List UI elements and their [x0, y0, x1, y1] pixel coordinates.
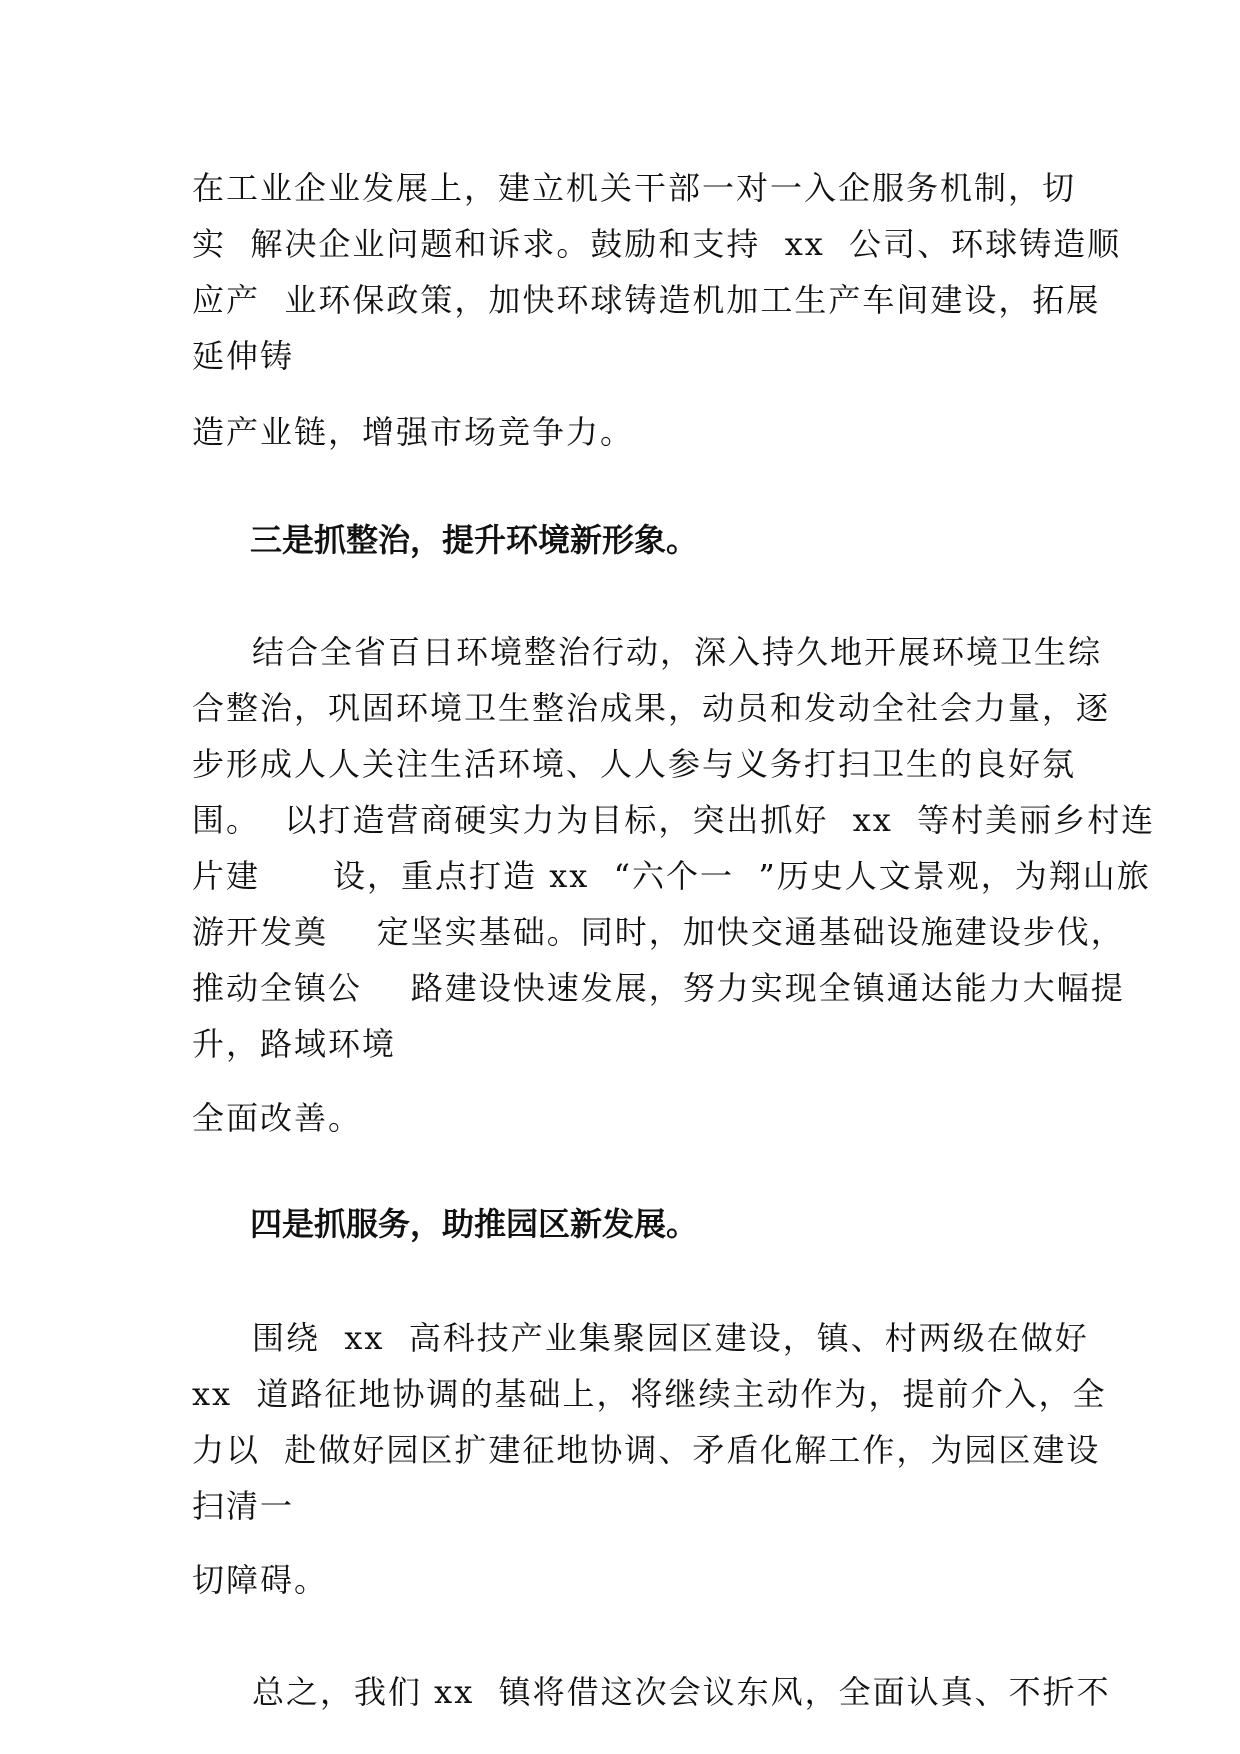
- paragraph-line: 总之，我们 xx 镇将借这次会议东风，全面认真、不折不: [252, 1673, 1111, 1711]
- paragraph-line: 延伸铸: [192, 337, 295, 375]
- section-heading: 三是抓整治，提升环境新形象。: [250, 521, 699, 559]
- paragraph-line: 游开发奠 定坚实基础。同时，加快交通基础设施建设步伐，: [192, 913, 1125, 951]
- paragraph-line: 结合全省百日环境整治行动，深入持久地开展环境卫生综: [252, 633, 1103, 671]
- section-heading: 四是抓服务，助推园区新发展。: [250, 1205, 699, 1243]
- paragraph-line: 推动全镇公 路建设快速发展，努力实现全镇通达能力大幅提: [192, 969, 1125, 1007]
- paragraph-line: 围。 以打造营商硬实力为目标，突出抓好 xx 等村美丽乡村连: [192, 801, 1156, 839]
- paragraph-line: 片建 设，重点打造 xx “六个一 ”历史人文景观，为翔山旅: [192, 857, 1151, 895]
- paragraph-line: 造产业链，增强市场竞争力。: [192, 413, 635, 451]
- paragraph-line: 应产 业环保政策，加快环球铸造机加工生产车间建设，拓展: [192, 281, 1101, 319]
- paragraph-line: 步形成人人关注生活环境、人人参与义务打扫卫生的良好氛: [192, 745, 1077, 783]
- paragraph-line: 合整治，巩固环境卫生整治成果，动员和发动全社会力量，逐: [192, 689, 1111, 727]
- paragraph-line: 升，路域环境: [192, 1025, 397, 1063]
- paragraph-line: 实 解决企业问题和诉求。鼓励和支持 xx 公司、环球铸造顺: [192, 225, 1122, 263]
- paragraph-line: 扫清一: [192, 1487, 295, 1525]
- paragraph-line: 力以 赴做好园区扩建征地协调、矛盾化解工作，为园区建设: [192, 1431, 1101, 1469]
- paragraph-line: 切障碍。: [192, 1561, 329, 1599]
- paragraph-line: 全面改善。: [192, 1099, 363, 1137]
- paragraph-line: xx 道路征地协调的基础上，将继续主动作为，提前介入，全: [192, 1375, 1107, 1413]
- paragraph-line: 在工业企业发展上，建立机关干部一对一入企服务机制，切: [192, 169, 1077, 207]
- paragraph-line: 围绕 xx 高科技产业集聚园区建设，镇、村两级在做好: [252, 1319, 1089, 1357]
